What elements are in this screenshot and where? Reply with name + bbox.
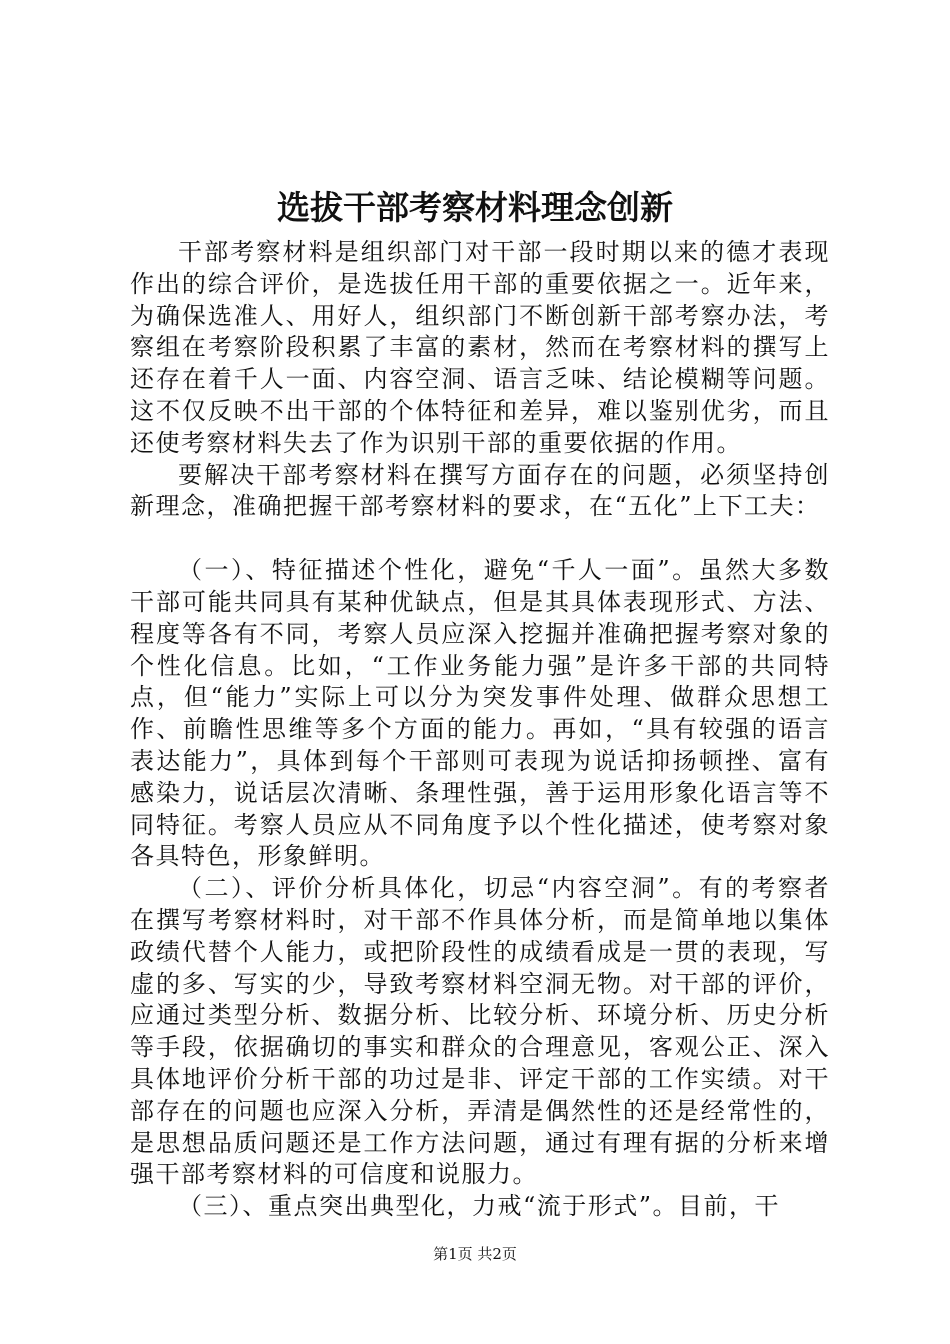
- document-title: 选拔干部考察材料理念创新: [277, 188, 673, 227]
- paragraph-point-one: （一）、特征描述个性化，避免“千人一面”。虽然大多数干部可能共同具有某种优缺点，但是其具体表现形式、方法、程度等各有不同，考察人员应深入挖掘并准确把握考察对象的个性化信息。比如，“工作业务能力强”是许多干部的共同特点，但“能力”实际上可以分为突发事件处理、做群众思想工作、前瞻性思维等多个方面的能力。再如，“具有较强的语言表达能力”，具体到每个干部则可表现为说话抑扬顿挫、富有感染力，说话层次清晰、条理性强，善于运用形象化语言等不同特征。考察人员应从不同角度予以个性化描述，使考察对象各具特色，形象鲜明。: [130, 556, 830, 871]
- paragraph-gap: [130, 523, 830, 555]
- paragraph-five-points: 要解决干部考察材料在撰写方面存在的问题，必须坚持创新理念，准确把握干部考察材料的要求，在“五化”上下工夫：: [130, 460, 830, 521]
- document-body: [130, 237, 830, 1223]
- paragraph-point-two: （二）、评价分析具体化，切忌“内容空洞”。有的考察者在撰写考察材料时，对干部不作具体分析，而是简单地以集体政绩代替个人能力，或把阶段性的成绩看成是一贯的表现，写虚的多、写实的少，导致考察材料空洞无物。对干部的评价，应通过类型分析、数据分析、比较分析、环境分析、历史分析等手段，依据确切的事实和群众的合理意见，客观公正、深入具体地评价分析干部的功过是非、评定干部的工作实绩。对干部存在的问题也应深入分析，弄清是偶然性的还是经常性的，是思想品质问题还是工作方法问题，通过有理有据的分析来增强干部考察材料的可信度和说服力。: [130, 874, 830, 1189]
- paragraph-point-three: （三）、重点突出典型化，力戒“流于形式”。目前，干: [178, 1192, 781, 1221]
- page-footer: 第1页 共2页: [433, 1245, 517, 1263]
- paragraph-intro: 干部考察材料是组织部门对干部一段时期以来的德才表现作出的综合评价，是选拔任用干部的重要依据之一。近年来，为确保选准人、用好人，组织部门不断创新干部考察办法，考察组在考察阶段积累了丰富的素材，然而在考察材料的撰写上还存在着千人一面、内容空洞、语言乏味、结论模糊等问题。这不仅反映不出干部的个体特征和差异，难以鉴别优劣，而且还使考察材料失去了作为识别干部的重要依据的作用。: [130, 238, 830, 457]
